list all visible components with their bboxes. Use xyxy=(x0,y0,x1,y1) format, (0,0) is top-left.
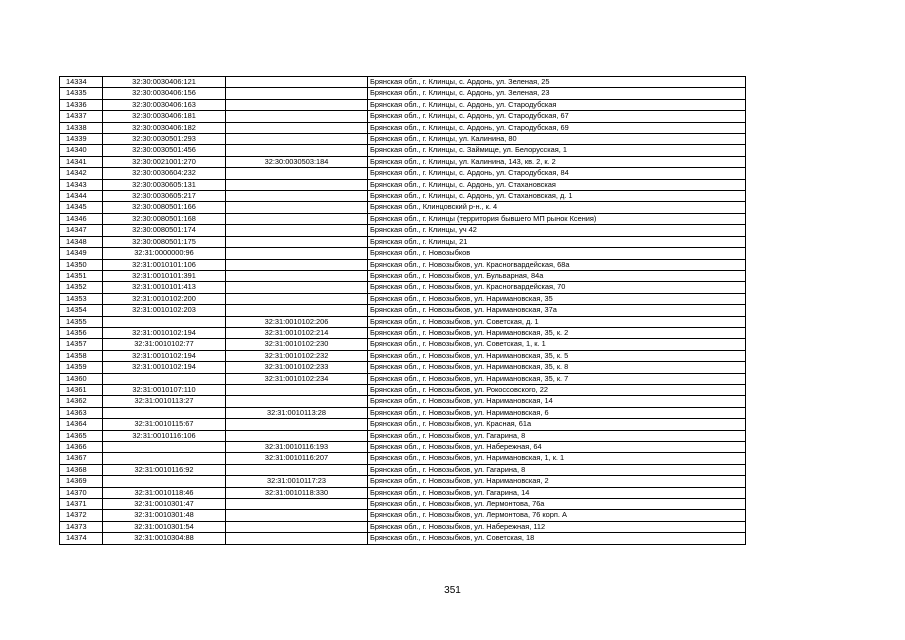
row-number-cell: 14352 xyxy=(60,282,103,293)
table-row xyxy=(60,350,746,361)
cadastral-number-cell: 32:30:0030406:156 xyxy=(103,88,226,99)
previous-cadastral-number-cell: 32:31:0010118:330 xyxy=(226,487,368,498)
address-cell: Брянская обл., г. Новозыбков, ул. Лермонтова, 76 корп. А xyxy=(368,510,746,521)
row-number-cell: 14349 xyxy=(60,248,103,259)
address-cell: Брянская обл., г. Новозыбков, ул. Наримановская, 35, к. 8 xyxy=(368,362,746,373)
cadastral-number-cell: 32:31:0010102:194 xyxy=(103,350,226,361)
row-number-cell: 14358 xyxy=(60,350,103,361)
row-number-cell: 14351 xyxy=(60,270,103,281)
address-cell: Брянская обл., г. Новозыбков, ул. Наримановская, 35, к. 5 xyxy=(368,350,746,361)
address-cell: Брянская обл., г. Новозыбков, ул. Наримановская, 37а xyxy=(368,305,746,316)
previous-cadastral-number-cell xyxy=(226,521,368,532)
row-number-cell: 14353 xyxy=(60,293,103,304)
row-number-cell: 14369 xyxy=(60,476,103,487)
table-row xyxy=(60,442,746,453)
previous-cadastral-number-cell xyxy=(226,419,368,430)
table-row xyxy=(60,419,746,430)
previous-cadastral-number-cell xyxy=(226,510,368,521)
row-number-cell: 14365 xyxy=(60,430,103,441)
address-cell: Брянская обл., Клинцовский р-н., к. 4 xyxy=(368,202,746,213)
cadastral-number-cell: 32:30:0080501:175 xyxy=(103,236,226,247)
cadastral-number-cell: 32:31:0010102:200 xyxy=(103,293,226,304)
address-cell: Брянская обл., г. Клинцы, с. Ардонь, ул. Зеленая, 23 xyxy=(368,88,746,99)
address-cell: Брянская обл., г. Новозыбков, ул. Наримановская, 35, к. 2 xyxy=(368,327,746,338)
table-row xyxy=(60,236,746,247)
row-number-cell: 14342 xyxy=(60,168,103,179)
table-row xyxy=(60,145,746,156)
table-row xyxy=(60,384,746,395)
row-number-cell: 14370 xyxy=(60,487,103,498)
table-row xyxy=(60,270,746,281)
previous-cadastral-number-cell xyxy=(226,202,368,213)
cadastral-number-cell: 32:31:0010301:54 xyxy=(103,521,226,532)
previous-cadastral-number-cell xyxy=(226,145,368,156)
table-row xyxy=(60,225,746,236)
table-row xyxy=(60,499,746,510)
cadastral-number-cell: 32:30:0080501:174 xyxy=(103,225,226,236)
row-number-cell: 14344 xyxy=(60,191,103,202)
row-number-cell: 14350 xyxy=(60,259,103,270)
table-row xyxy=(60,168,746,179)
table-row xyxy=(60,476,746,487)
table-row xyxy=(60,213,746,224)
previous-cadastral-number-cell xyxy=(226,396,368,407)
address-cell: Брянская обл., г. Клинцы, с. Ардонь, ул. Стародубская xyxy=(368,99,746,110)
cadastral-number-cell: 32:31:0010101:413 xyxy=(103,282,226,293)
row-number-cell: 14374 xyxy=(60,533,103,544)
previous-cadastral-number-cell: 32:31:0010102:214 xyxy=(226,327,368,338)
previous-cadastral-number-cell xyxy=(226,248,368,259)
table-row xyxy=(60,179,746,190)
previous-cadastral-number-cell xyxy=(226,88,368,99)
address-cell: Брянская обл., г. Клинцы, с. Ардонь, ул. Стародубская, 69 xyxy=(368,122,746,133)
row-number-cell: 14362 xyxy=(60,396,103,407)
row-number-cell: 14355 xyxy=(60,316,103,327)
address-cell: Брянская обл., г. Новозыбков, ул. Красная, 61а xyxy=(368,419,746,430)
cadastral-number-cell: 32:31:0010301:48 xyxy=(103,510,226,521)
row-number-cell: 14354 xyxy=(60,305,103,316)
address-cell: Брянская обл., г. Клинцы, с. Ардонь, ул. Стахановская, д. 1 xyxy=(368,191,746,202)
cadastral-number-cell: 32:30:0080501:168 xyxy=(103,213,226,224)
table-row xyxy=(60,533,746,544)
previous-cadastral-number-cell: 32:31:0010102:233 xyxy=(226,362,368,373)
previous-cadastral-number-cell: 32:31:0010117:23 xyxy=(226,476,368,487)
table-row xyxy=(60,487,746,498)
address-cell: Брянская обл., г. Клинцы (территория бывшего МП рынок Ксения) xyxy=(368,213,746,224)
cadastral-number-cell: 32:30:0030605:217 xyxy=(103,191,226,202)
previous-cadastral-number-cell: 32:31:0010102:206 xyxy=(226,316,368,327)
property-table-body xyxy=(60,77,746,545)
cadastral-number-cell: 32:31:0010102:194 xyxy=(103,362,226,373)
previous-cadastral-number-cell: 32:31:0010102:234 xyxy=(226,373,368,384)
previous-cadastral-number-cell xyxy=(226,191,368,202)
cadastral-number-cell: 32:31:0010116:106 xyxy=(103,430,226,441)
cadastral-number-cell: 32:31:0010301:47 xyxy=(103,499,226,510)
cadastral-number-cell: 32:30:0030501:456 xyxy=(103,145,226,156)
previous-cadastral-number-cell: 32:31:0010116:207 xyxy=(226,453,368,464)
row-number-cell: 14343 xyxy=(60,179,103,190)
cadastral-number-cell: 32:31:0010102:77 xyxy=(103,339,226,350)
previous-cadastral-number-cell: 32:31:0010116:193 xyxy=(226,442,368,453)
cadastral-number-cell xyxy=(103,453,226,464)
row-number-cell: 14373 xyxy=(60,521,103,532)
table-row xyxy=(60,134,746,145)
table-row xyxy=(60,99,746,110)
row-number-cell: 14360 xyxy=(60,373,103,384)
row-number-cell: 14356 xyxy=(60,327,103,338)
row-number-cell: 14361 xyxy=(60,384,103,395)
address-cell: Брянская обл., г. Новозыбков, ул. Наримановская, 35 xyxy=(368,293,746,304)
row-number-cell: 14347 xyxy=(60,225,103,236)
previous-cadastral-number-cell xyxy=(226,293,368,304)
table-row xyxy=(60,407,746,418)
previous-cadastral-number-cell: 32:30:0030503:184 xyxy=(226,156,368,167)
previous-cadastral-number-cell xyxy=(226,111,368,122)
cadastral-number-cell xyxy=(103,373,226,384)
previous-cadastral-number-cell xyxy=(226,259,368,270)
row-number-cell: 14348 xyxy=(60,236,103,247)
address-cell: Брянская обл., г. Клинцы, уч 42 xyxy=(368,225,746,236)
previous-cadastral-number-cell xyxy=(226,533,368,544)
table-row xyxy=(60,373,746,384)
row-number-cell: 14341 xyxy=(60,156,103,167)
table-row xyxy=(60,464,746,475)
row-number-cell: 14336 xyxy=(60,99,103,110)
cadastral-number-cell xyxy=(103,407,226,418)
table-row xyxy=(60,191,746,202)
table-row xyxy=(60,156,746,167)
address-cell: Брянская обл., г. Новозыбков, ул. Советская, д. 1 xyxy=(368,316,746,327)
row-number-cell: 14335 xyxy=(60,88,103,99)
previous-cadastral-number-cell: 32:31:0010102:232 xyxy=(226,350,368,361)
cadastral-number-cell xyxy=(103,442,226,453)
cadastral-number-cell xyxy=(103,316,226,327)
address-cell: Брянская обл., г. Новозыбков xyxy=(368,248,746,259)
address-cell: Брянская обл., г. Новозыбков, ул. Набережная, 64 xyxy=(368,442,746,453)
address-cell: Брянская обл., г. Новозыбков, ул. Рокоссовского, 22 xyxy=(368,384,746,395)
address-cell: Брянская обл., г. Клинцы, с. Займище, ул. Белорусская, 1 xyxy=(368,145,746,156)
cadastral-number-cell: 32:30:0030604:232 xyxy=(103,168,226,179)
row-number-cell: 14366 xyxy=(60,442,103,453)
previous-cadastral-number-cell: 32:31:0010113:28 xyxy=(226,407,368,418)
row-number-cell: 14345 xyxy=(60,202,103,213)
previous-cadastral-number-cell xyxy=(226,77,368,88)
address-cell: Брянская обл., г. Новозыбков, ул. Красногвардейская, 68а xyxy=(368,259,746,270)
previous-cadastral-number-cell xyxy=(226,430,368,441)
previous-cadastral-number-cell xyxy=(226,464,368,475)
table-row xyxy=(60,202,746,213)
table-row xyxy=(60,282,746,293)
previous-cadastral-number-cell xyxy=(226,282,368,293)
address-cell: Брянская обл., г. Новозыбков, ул. Гагарина, 14 xyxy=(368,487,746,498)
cadastral-number-cell: 32:31:0010107:110 xyxy=(103,384,226,395)
table-row xyxy=(60,521,746,532)
row-number-cell: 14368 xyxy=(60,464,103,475)
previous-cadastral-number-cell xyxy=(226,225,368,236)
cadastral-number-cell: 32:31:0010101:106 xyxy=(103,259,226,270)
previous-cadastral-number-cell xyxy=(226,384,368,395)
cadastral-number-cell: 32:31:0010102:203 xyxy=(103,305,226,316)
previous-cadastral-number-cell xyxy=(226,213,368,224)
row-number-cell: 14371 xyxy=(60,499,103,510)
cadastral-number-cell: 32:31:0010101:391 xyxy=(103,270,226,281)
table-row xyxy=(60,111,746,122)
address-cell: Брянская обл., г. Новозыбков, ул. Красногвардейская, 70 xyxy=(368,282,746,293)
cadastral-number-cell: 32:30:0030406:182 xyxy=(103,122,226,133)
table-row xyxy=(60,339,746,350)
table-row xyxy=(60,248,746,259)
table-row xyxy=(60,430,746,441)
table-row xyxy=(60,77,746,88)
row-number-cell: 14337 xyxy=(60,111,103,122)
row-number-cell: 14338 xyxy=(60,122,103,133)
table-row xyxy=(60,305,746,316)
previous-cadastral-number-cell xyxy=(226,122,368,133)
address-cell: Брянская обл., г. Новозыбков, ул. Бульварная, 84а xyxy=(368,270,746,281)
row-number-cell: 14359 xyxy=(60,362,103,373)
table-row xyxy=(60,453,746,464)
cadastral-number-cell: 32:31:0010116:92 xyxy=(103,464,226,475)
row-number-cell: 14364 xyxy=(60,419,103,430)
page-number: 351 xyxy=(444,585,461,596)
previous-cadastral-number-cell xyxy=(226,168,368,179)
previous-cadastral-number-cell xyxy=(226,179,368,190)
cadastral-number-cell: 32:30:0080501:166 xyxy=(103,202,226,213)
row-number-cell: 14334 xyxy=(60,77,103,88)
address-cell: Брянская обл., г. Клинцы, ул. Калинина, 143, кв. 2, к. 2 xyxy=(368,156,746,167)
previous-cadastral-number-cell xyxy=(226,305,368,316)
table-row xyxy=(60,122,746,133)
cadastral-number-cell: 32:31:0010113:27 xyxy=(103,396,226,407)
cadastral-number-cell: 32:31:0010115:67 xyxy=(103,419,226,430)
row-number-cell: 14357 xyxy=(60,339,103,350)
table-row xyxy=(60,327,746,338)
address-cell: Брянская обл., г. Новозыбков, ул. Наримановская, 14 xyxy=(368,396,746,407)
table-row xyxy=(60,362,746,373)
address-cell: Брянская обл., г. Новозыбков, ул. Гагарина, 8 xyxy=(368,464,746,475)
row-number-cell: 14367 xyxy=(60,453,103,464)
table-row xyxy=(60,293,746,304)
cadastral-number-cell xyxy=(103,476,226,487)
table-row xyxy=(60,88,746,99)
previous-cadastral-number-cell xyxy=(226,499,368,510)
cadastral-number-cell: 32:30:0021001:270 xyxy=(103,156,226,167)
address-cell: Брянская обл., г. Новозыбков, ул. Наримановская, 35, к. 7 xyxy=(368,373,746,384)
cadastral-number-cell: 32:31:0010118:46 xyxy=(103,487,226,498)
row-number-cell: 14372 xyxy=(60,510,103,521)
previous-cadastral-number-cell xyxy=(226,236,368,247)
cadastral-number-cell: 32:30:0030605:131 xyxy=(103,179,226,190)
address-cell: Брянская обл., г. Клинцы, 21 xyxy=(368,236,746,247)
row-number-cell: 14340 xyxy=(60,145,103,156)
row-number-cell: 14346 xyxy=(60,213,103,224)
cadastral-number-cell: 32:31:0010102:194 xyxy=(103,327,226,338)
address-cell: Брянская обл., г. Новозыбков, ул. Гагарина, 8 xyxy=(368,430,746,441)
address-cell: Брянская обл., г. Новозыбков, ул. Советская, 18 xyxy=(368,533,746,544)
row-number-cell: 14339 xyxy=(60,134,103,145)
address-cell: Брянская обл., г. Клинцы, с. Ардонь, ул. Стахановская xyxy=(368,179,746,190)
table-row xyxy=(60,396,746,407)
address-cell: Брянская обл., г. Новозыбков, ул. Наримановская, 1, к. 1 xyxy=(368,453,746,464)
address-cell: Брянская обл., г. Клинцы, с. Ардонь, ул. Стародубская, 67 xyxy=(368,111,746,122)
cadastral-number-cell: 32:31:0000000:96 xyxy=(103,248,226,259)
property-table xyxy=(59,76,746,545)
address-cell: Брянская обл., г. Клинцы, с. Ардонь, ул. Стародубская, 84 xyxy=(368,168,746,179)
address-cell: Брянская обл., г. Новозыбков, ул. Набережная, 112 xyxy=(368,521,746,532)
row-number-cell: 14363 xyxy=(60,407,103,418)
previous-cadastral-number-cell: 32:31:0010102:230 xyxy=(226,339,368,350)
cadastral-number-cell: 32:31:0010304:88 xyxy=(103,533,226,544)
previous-cadastral-number-cell xyxy=(226,270,368,281)
address-cell: Брянская обл., г. Новозыбков, ул. Наримановская, 6 xyxy=(368,407,746,418)
address-cell: Брянская обл., г. Клинцы, с. Ардонь, ул. Зеленая, 25 xyxy=(368,77,746,88)
address-cell: Брянская обл., г. Новозыбков, ул. Лермонтова, 76а xyxy=(368,499,746,510)
table-row xyxy=(60,510,746,521)
cadastral-number-cell: 32:30:0030501:293 xyxy=(103,134,226,145)
address-cell: Брянская обл., г. Новозыбков, ул. Советская, 1, к. 1 xyxy=(368,339,746,350)
address-cell: Брянская обл., г. Клинцы, ул. Калинина, 80 xyxy=(368,134,746,145)
previous-cadastral-number-cell xyxy=(226,134,368,145)
table-row xyxy=(60,259,746,270)
cadastral-number-cell: 32:30:0030406:121 xyxy=(103,77,226,88)
cadastral-number-cell: 32:30:0030406:163 xyxy=(103,99,226,110)
previous-cadastral-number-cell xyxy=(226,99,368,110)
cadastral-number-cell: 32:30:0030406:181 xyxy=(103,111,226,122)
address-cell: Брянская обл., г. Новозыбков, ул. Наримановская, 2 xyxy=(368,476,746,487)
table-row xyxy=(60,316,746,327)
